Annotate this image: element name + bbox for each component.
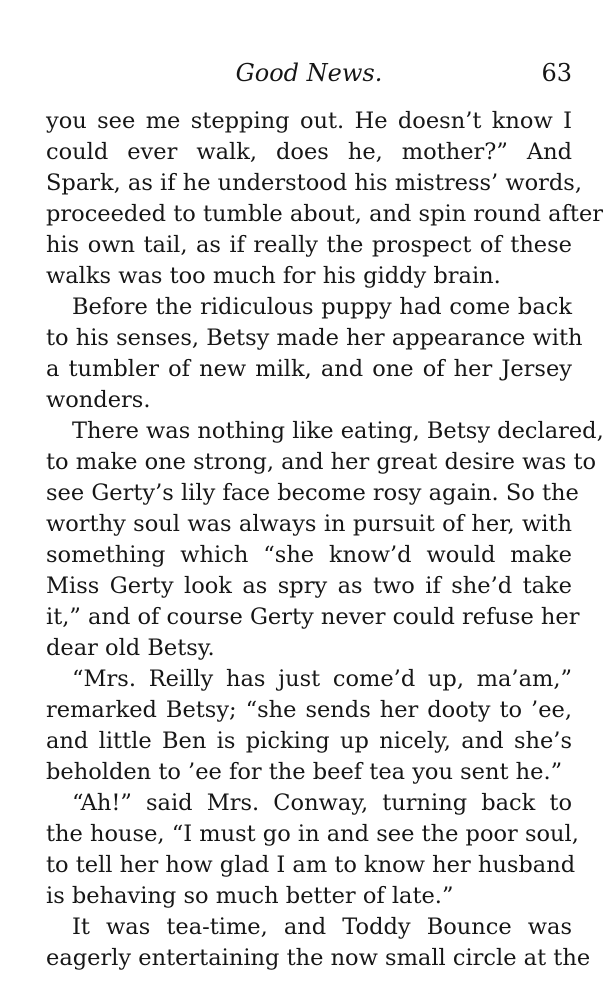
text-line: walks was too much for his giddy brain. (46, 263, 501, 289)
text-line: you see me stepping out. He doesn’t know I (46, 108, 572, 134)
running-title: Good News. (235, 59, 383, 87)
text-line: see Gerty’s lily face become rosy again. So the (46, 480, 579, 506)
text-line: it,” and of course Gerty never could refuse her (46, 604, 580, 630)
text-line: beholden to ’ee for the beef tea you sent he.” (46, 759, 563, 785)
paragraph (46, 106, 604, 292)
text-line: “Ah!” said Mrs. Conway, turning back to (72, 790, 572, 816)
text-line: eagerly entertaining the now small circle at the (46, 945, 591, 971)
paragraph (46, 788, 579, 912)
text-line: remarked Betsy; “she sends her dooty to ’ee, (46, 697, 572, 723)
running-head (46, 58, 572, 88)
text-line: Spark, as if he understood his mistress’ words, (46, 170, 583, 196)
paragraph (46, 912, 591, 974)
text-line: to make one strong, and her great desire was to (46, 449, 597, 475)
text-line: proceeded to tumble about, and spin round after (46, 201, 604, 227)
text-line: worthy soul was always in pursuit of her, with (46, 511, 572, 537)
text-line: It was tea-time, and Toddy Bounce was (72, 914, 572, 940)
text-line: his own tail, as if really the prospect of these (46, 232, 572, 258)
body-text (46, 106, 604, 974)
text-line: could ever walk, does he, mother?” And (46, 139, 572, 165)
text-line: something which “she know’d would make (46, 542, 572, 568)
paragraph (46, 664, 572, 788)
paragraph (46, 292, 583, 416)
text-line: dear old Betsy. (46, 635, 215, 661)
page-number: 63 (541, 59, 572, 87)
text-line: “Mrs. Reilly has just come’d up, ma’am,” (72, 666, 572, 692)
text-line: a tumbler of new milk, and one of her Jersey (46, 356, 572, 382)
text-line: to tell her how glad I am to know her husband (46, 852, 576, 878)
text-line: There was nothing like eating, Betsy declared, (72, 418, 604, 444)
text-line: and little Ben is picking up nicely, and she’s (46, 728, 572, 754)
text-line: Miss Gerty look as spry as two if she’d take (46, 573, 572, 599)
text-line: is behaving so much better of late.” (46, 883, 454, 909)
text-line: the house, “I must go in and see the poor soul, (46, 821, 579, 847)
text-line: Before the ridiculous puppy had come back (72, 294, 572, 320)
paragraph (46, 416, 604, 664)
text-line: to his senses, Betsy made her appearance with (46, 325, 583, 351)
text-line: wonders. (46, 387, 151, 413)
